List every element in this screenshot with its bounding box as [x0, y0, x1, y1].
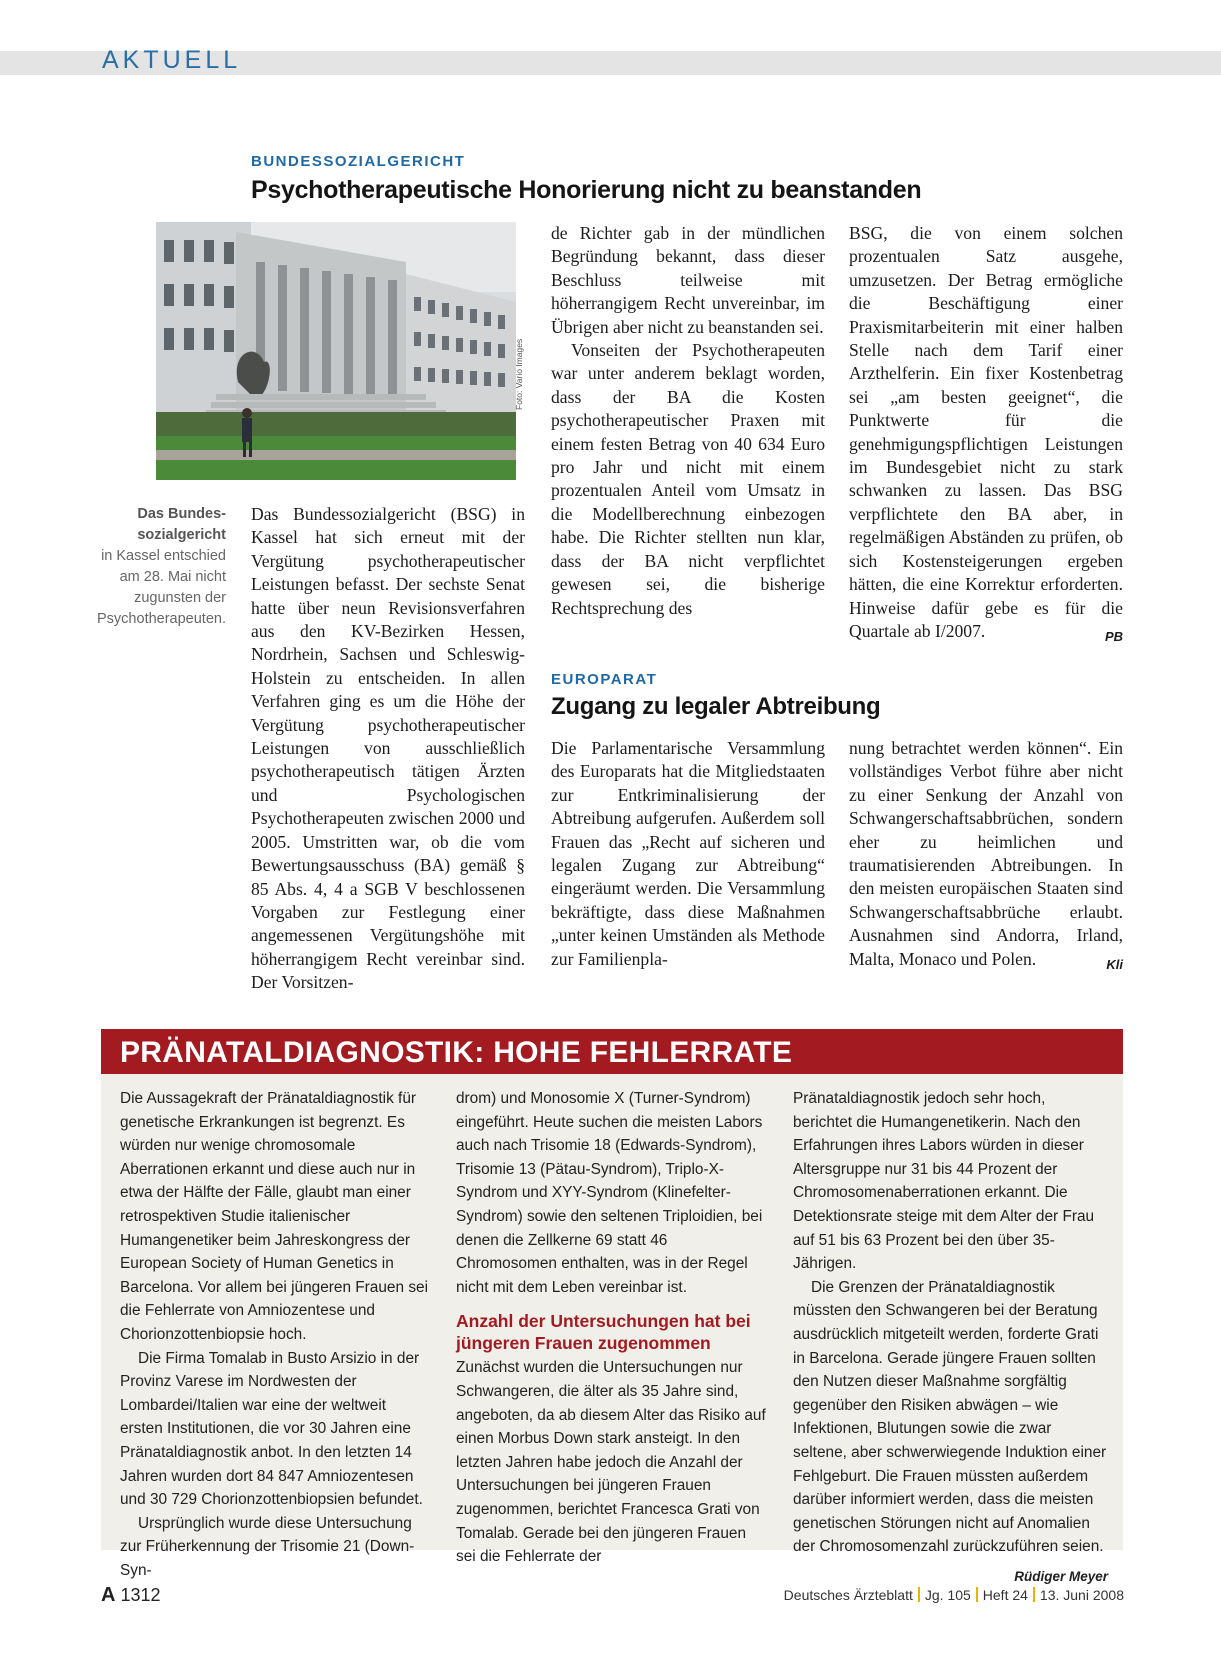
court-building-photo [156, 222, 516, 480]
box-signature: Rüdiger Meyer [1014, 1568, 1108, 1584]
photo-caption [95, 504, 226, 630]
journal-issue: Heft 24 [982, 1587, 1028, 1603]
journal-name: Deutsches Ärzteblatt [783, 1587, 913, 1603]
box-col1-paragraph-1: Die Aussagekraft der Pränataldiagnostik für genetische Erkrankungen ist begrenzt. Es würden nur wenige chromosomale Aberrationen erkannt und diese auch nur in etwa der Hälfte der Fälle, glaubt man einer retrospektiven Studie italienischer Humangenetiker beim Jahreskongress der European Society of Human Genetics in Barcelona. Vor allem bei jüngeren Frauen sei die Fehlerrate von Amniozentese und Chorionzottenbiopsie hoch. [120, 1090, 428, 1343]
article2-signature: Kli [1106, 956, 1123, 972]
box-col3-paragraph-1: Pränataldiagnostik jedoch sehr hoch, berichtet die Humangenetikerin. Nach den Erfahrungen ihres Labors würden in dieser Altersgruppe nur 31 bis 44 Prozent der Chromosomenaberrationen erkannt. Die Detektionsrate steige mit dem Alter der Frau auf 51 bis 63 Prozent bei den über 35-Jährigen. [793, 1090, 1095, 1273]
box-col1-paragraph-2: Die Firma Tomalab in Busto Arsizio in der Provinz Varese im Nordwesten der Lombardei/Italien war eine der weltweit ersten Institutionen, die vor 30 Jahren eine Pränataldiagnostik anbot. In den letzten 14 Jahren wurden dort 84 847 Amniozentesen und 30 729 Chorionzottenbiopsien befundet. [120, 1349, 423, 1509]
info-box-column-3 [793, 1087, 1108, 1588]
page-prefix: A [101, 1584, 116, 1606]
info-box-title: PRÄNATALDIAGNOSTIK: HOHE FEHLERRATE [120, 1036, 793, 1069]
article1-column-2 [551, 222, 825, 620]
page-number [101, 1584, 161, 1607]
article2-column-1 [551, 737, 825, 971]
article1-col3-text: BSG, die von einem solchen prozentualen Satz ausgehe, umzusetzen. Der Betrag ermögliche die Beschäftigung einer Praxismitarbeiterin mit einer halben Stelle nach dem Tarif einer Arzthelferin. Ein fixer Kostenbetrag sei „am besten geeignet“, die Punktwerte für die genehmigungspflichtigen Leistungen im Bundesgebiet nicht zu stark schwanken zu lassen. Das BSG verpflichtete den BA aber, in regelmäßigen Abständen zu prüfen, ob sich Kostensteigerungen ergeben hätten, die eine Korrektur erforderten. Hinweise dafür gebe es für die Quartale ab I/2007. [849, 223, 1123, 641]
box-col2-paragraph-1: drom) und Monosomie X (Turner-Syndrom) eingeführt. Heute suchen die meisten Labors auch nach Trisomie 18 (Edwards-Syndrom), Trisomie 13 (Pätau-Syndrom), Triplo-X-Syndrom und XYY-Syndrom (Klinefelter-Syndrom) sowie den seltenen Triploidien, bei denen die Zellkerne 69 statt 46 Chromosomen enthalten, was in der Regel nicht mit dem Leben vereinbar ist. [456, 1090, 763, 1296]
page-number-value: 1312 [120, 1585, 161, 1605]
article1-col2-paragraph-1: de Richter gab in der mündlichen Begründung bekannt, dass dieser Beschluss teilweise mit höherrangigem Recht unvereinbar, im Übrigen aber nicht zu beanstanden sei. [551, 223, 825, 337]
article2-column-2 [849, 737, 1123, 976]
caption-bold: Das Bundes-sozialgericht [137, 506, 226, 543]
info-box-column-1 [120, 1087, 430, 1582]
box-col1-paragraph-3: Ursprünglich wurde diese Untersuchung zur Früherkennung der Trisomie 21 (Down-Syn- [120, 1514, 415, 1579]
photo-credit: Foto: Vario Images [514, 338, 524, 410]
article1-signature: PB [1104, 628, 1123, 644]
journal-volume: Jg. 105 [924, 1587, 971, 1603]
article1-col1-text: Das Bundessozialgericht (BSG) in Kassel hat sich erneut mit der Vergütung psychotherapeutischer Leistungen befasst. Der sechste Senat hatte über neun Revisionsverfahren aus den KV-Bezirken Hessen, Nordrhein, Sachsen und Schleswig-Holstein zu entscheiden. In allen Verfahren ging es um die Höhe der Vergütung psychotherapeutischer Leistungen von ausschließlich psychotherapeutisch tätigen Ärzten und Psychologischen Psychotherapeuten zwischen 2000 und 2005. Umstritten war, ob die vom Bewertungsausschuss (BA) gemäß § 85 Abs. 4, 4 a SGB V beschlossenen Vorgaben zur Festlegung einer angemessenen Vergütungshöhe mit höherrangigem Recht vereinbar sind. Der Vorsitzen- [251, 504, 525, 993]
footer-separator [918, 1587, 920, 1602]
section-label: AKTUELL [102, 46, 242, 74]
article1-column-3 [849, 222, 1123, 648]
article1-col2-paragraph-2: Vonseiten der Psychotherapeuten war unter anderem beklagt worden, dass der BA die Kosten psychotherapeutischer Praxen mit einem festen Betrag von 40 634 Euro pro Jahr und nicht mit einem prozentualen Anteil vom Umsatz in die Modellberechnung einbezogen habe. Die Richter stellten nun klar, dass der BA nicht verpflichtet gewesen sei, die bisherige Rechtsprechung des [551, 340, 825, 618]
footer-separator [1033, 1587, 1035, 1602]
article2-kicker: EUROPARAT [551, 671, 658, 688]
footer-separator [976, 1587, 978, 1602]
article1-column-1 [251, 503, 525, 995]
info-box-column-2 [456, 1087, 769, 1569]
article1-kicker: BUNDESSOZIALGERICHT [251, 153, 466, 170]
article2-headline: Zugang zu legaler Abtreibung [551, 693, 881, 720]
article1-headline: Psychotherapeutische Honorierung nicht zu beanstanden [251, 176, 922, 204]
box-col2-paragraph-2: Zunächst wurden die Untersuchungen nur Schwangeren, die älter als 35 Jahre sind, angeboten, da ab diesem Alter das Risiko auf einen Morbus Down stark ansteigt. In den letzten Jahren habe jedoch die Anzahl der Untersuchungen bei jüngeren Frauen zugenommen, berichtet Francesca Grati von Tomalab. Gerade bei den jüngeren Frauen sei die Fehlerrate der [456, 1359, 766, 1566]
box-col3-paragraph-2: Die Grenzen der Pränataldiagnostik müssten den Schwangeren bei der Beratung ausdrücklich mitgeteilt werden, forderte Grati in Barcelona. Gerade jüngere Frauen sollten den Nutzen dieser Maßnahme sorgfältig gegenüber den Risiken abwägen – wie Infektionen, Blutungen sowie die zwar seltene, aber schwerwiegende Induktion einer Fehlgeburt. Die Frauen müssten außerdem darüber informiert werden, dass die meisten genetischen Störungen nicht auf Anomalien der Chromosomenzahl zurückzuführen seien. [793, 1278, 1107, 1556]
journal-date: 13. Juni 2008 [1039, 1587, 1124, 1603]
caption-text: in Kassel entschied am 28. Mai nicht zugunsten der Psychotherapeuten. [97, 548, 226, 627]
journal-footer [784, 1587, 1124, 1603]
box-subhead: Anzahl der Untersuchungen hat bei jüngeren Frauen zugenommen [456, 1311, 751, 1354]
article2-col1-text: Die Parlamentarische Versammlung des Europarats hat die Mitgliedstaaten zur Entkriminalisierung der Abtreibung aufgerufen. Außerdem soll Frauen das „Recht auf sicheren und legalen Zugang zur Abtreibung“ eingeräumt werden. Die Versammlung bekräftigte, dass diese Maßnahmen „unter keinen Umständen als Methode zur Familienpla- [551, 738, 825, 969]
article2-col2-text: nung betrachtet werden können“. Ein vollständiges Verbot führe aber nicht zu einer Senkung der Anzahl von Schwangerschaftsabbrüchen, sondern eher zu heimlichen und traumatisierenden Abtreibungen. In den meisten europäischen Staaten sind Schwangerschaftsabbrüche erlaubt. Ausnahmen sind Andorra, Irland, Malta, Monaco und Polen. [849, 738, 1123, 969]
